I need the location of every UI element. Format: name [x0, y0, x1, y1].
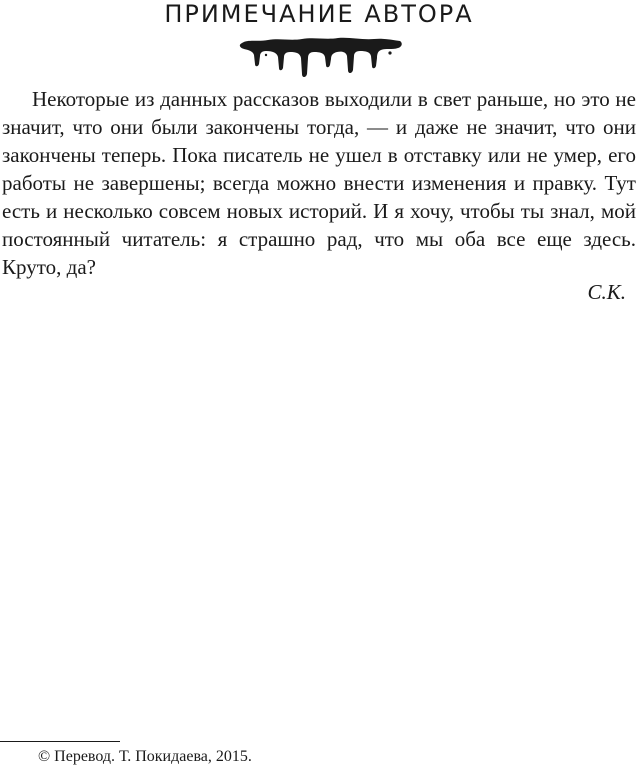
- chapter-title: ПРИМЕЧАНИЕ АВТОРА: [164, 0, 474, 28]
- footnote-divider: [0, 741, 120, 742]
- author-note-text: Некоторые из данных рассказов выходили в свет раньше, но это не значит, что они были закончены тогда, — и даже не значит, что они закончены теперь. Пока писатель не ушел в отставку или не умер, его работы не завершены; всегда можно внести изменения и правку. Тут есть и несколько совсем новых историй. И я хочу, чтобы ты знал, мой постоянный читатель: я страшно рад, что мы оба все еще здесь. Круто, да?: [2, 87, 636, 279]
- author-signature: С.К.: [587, 280, 626, 304]
- translation-copyright-footnote: © Перевод. Т. Покидаева, 2015.: [38, 748, 252, 765]
- ink-drip-ornament-icon: [238, 34, 404, 78]
